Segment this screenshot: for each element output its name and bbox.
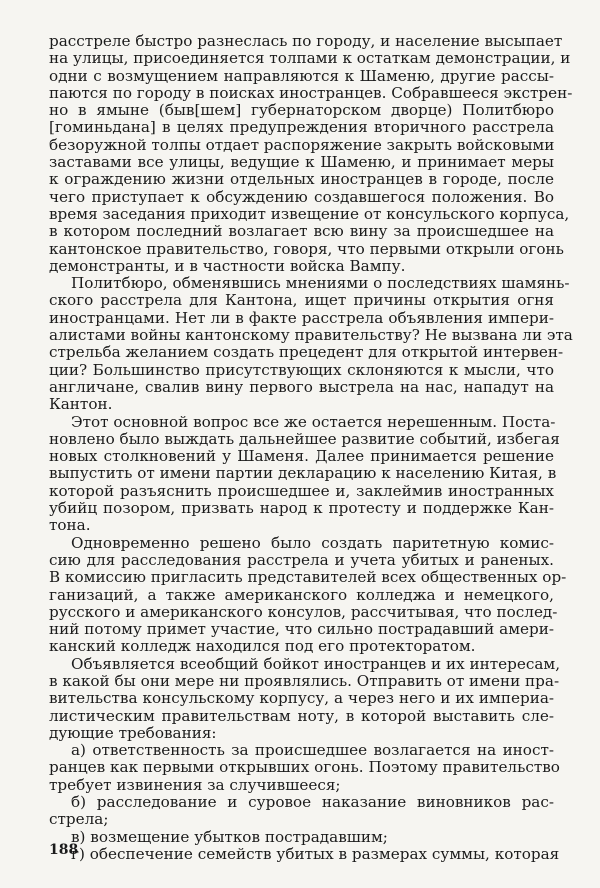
text-line: вительства консульскому корпусу, а через него и их империа-	[49, 689, 554, 708]
paragraph	[49, 533, 567, 656]
text-line: убийц позором, призвать народ к протесту и поддержке Кан-	[49, 499, 554, 518]
text-line: требует извинения за случившееся;	[49, 775, 341, 794]
text-line: ганизаций, а также американского колледжа и немецкого,	[49, 585, 554, 604]
paragraph	[49, 829, 554, 846]
text-line: к ограждению жизни отдельных иностранцев в городе, после	[49, 170, 554, 189]
text-line: Этот основной вопрос все же остается нерешенным. Поста-	[71, 412, 556, 431]
text-line: выпустить от имени партии декларацию к населению Китая, в	[49, 464, 557, 483]
text-line: а) ответственность за происшедшее возлагается на иност-	[71, 741, 554, 760]
text-line: дующие требования:	[49, 723, 217, 742]
text-line: [гоминьдана] в целях предупреждения вторичного расстрела	[49, 118, 554, 137]
paragraph	[49, 32, 573, 275]
text-line: сию для расследования расстрела и учета убитых и раненых.	[49, 550, 554, 569]
text-line: Кантон.	[49, 395, 113, 414]
text-line: которой разъяснить происшедшее и, заклеймив иностранных	[49, 481, 554, 500]
text-line: паются по городу в поисках иностранцев. Собравшееся экстрен-	[49, 83, 573, 102]
text-line: Объявляется всеобщий бойкот иностранцев и их интересам,	[71, 654, 561, 673]
text-line: алистами войны кантонскому правительству? Не вызвана ли эта	[49, 326, 573, 345]
text-line: в котором последний возлагает всю вину за происшедшее на	[49, 222, 554, 241]
text-line: стрельба желанием создать прецедент для открытой интервен-	[49, 343, 564, 362]
paragraph	[49, 654, 561, 742]
text-line: русского и американского консулов, рассчитывая, что послед-	[49, 602, 558, 621]
text-line: Политбюро, обменявшись мнениями о последствиях шамянь-	[71, 274, 570, 293]
text-line: англичане, свалив вину первого выстрела на нас, нападут на	[49, 377, 554, 396]
text-line: но в ямыне (быв[шем] губернаторском дворце) Политбюро	[49, 101, 554, 120]
text-line: канский колледж находился под его протекторатом.	[49, 637, 476, 656]
text-line: б) расследование и суровое наказание виновников рас-	[71, 793, 554, 812]
text-line: В комиссию пригласить представителей всех общественных ор-	[49, 568, 567, 587]
text-line: одни с возмущением направляются к Шаменю, другие рассы-	[49, 66, 554, 85]
text-line: новлено было выждать дальнейшее развитие событий, избегая	[49, 429, 560, 448]
text-line: в) возмещение убытков пострадавшим;	[71, 827, 388, 846]
text-line: на улицы, присоединяется толпами к остаткам демонстрации, и	[49, 49, 571, 68]
text-line: чего приступает к обсуждению создавшегося положения. Во	[49, 187, 554, 206]
text-line: иностранцами. Нет ли в факте расстрела объявления импери-	[49, 308, 554, 327]
paragraph	[49, 412, 560, 535]
paragraph	[49, 741, 560, 794]
text-line: кантонское правительство, говоря, что первыми открыли огонь	[49, 239, 564, 258]
text-line: ранцев как первыми открывших огонь. Поэтому правительство	[49, 758, 560, 777]
page-number: 188	[49, 842, 79, 858]
text-line: в какой бы они мере ни проявлялись. Отправить от имени пра-	[49, 671, 560, 690]
text-line: г) обеспечение семейств убитых в размерах суммы, которая	[71, 844, 560, 863]
paragraph	[49, 794, 554, 829]
text-line: безоружной толпы отдает распоряжение закрыть войсковыми	[49, 135, 555, 154]
paragraph	[49, 844, 560, 863]
text-line: расстреле быстро разнеслась по городу, и население высыпает	[49, 32, 563, 50]
body-text	[49, 32, 573, 863]
paragraph	[49, 274, 573, 414]
text-line: ции? Большинство присутствующих склоняются к мысли, что	[49, 360, 554, 379]
text-line: листическим правительствам ноту, в которой выставить сле-	[49, 706, 554, 725]
text-line: ний потому примет участие, что сильно пострадавший амери-	[49, 620, 554, 639]
text-line: новых столкновений у Шаменя. Далее принимается решение	[49, 447, 554, 466]
text-line: тона.	[49, 516, 91, 535]
text-line: ского расстрела для Кантона, ищет причины открытия огня	[49, 291, 554, 310]
text-line: заставами все улицы, ведущие к Шаменю, и принимает меры	[49, 153, 554, 172]
text-line: стрела;	[49, 810, 109, 829]
text-line: время заседания приходит извещение от консульского корпуса,	[49, 204, 570, 223]
text-line: Одновременно решено было создать паритетную комис-	[71, 533, 554, 552]
text-line: демонстранты, и в частности войска Вампу.	[49, 256, 406, 275]
